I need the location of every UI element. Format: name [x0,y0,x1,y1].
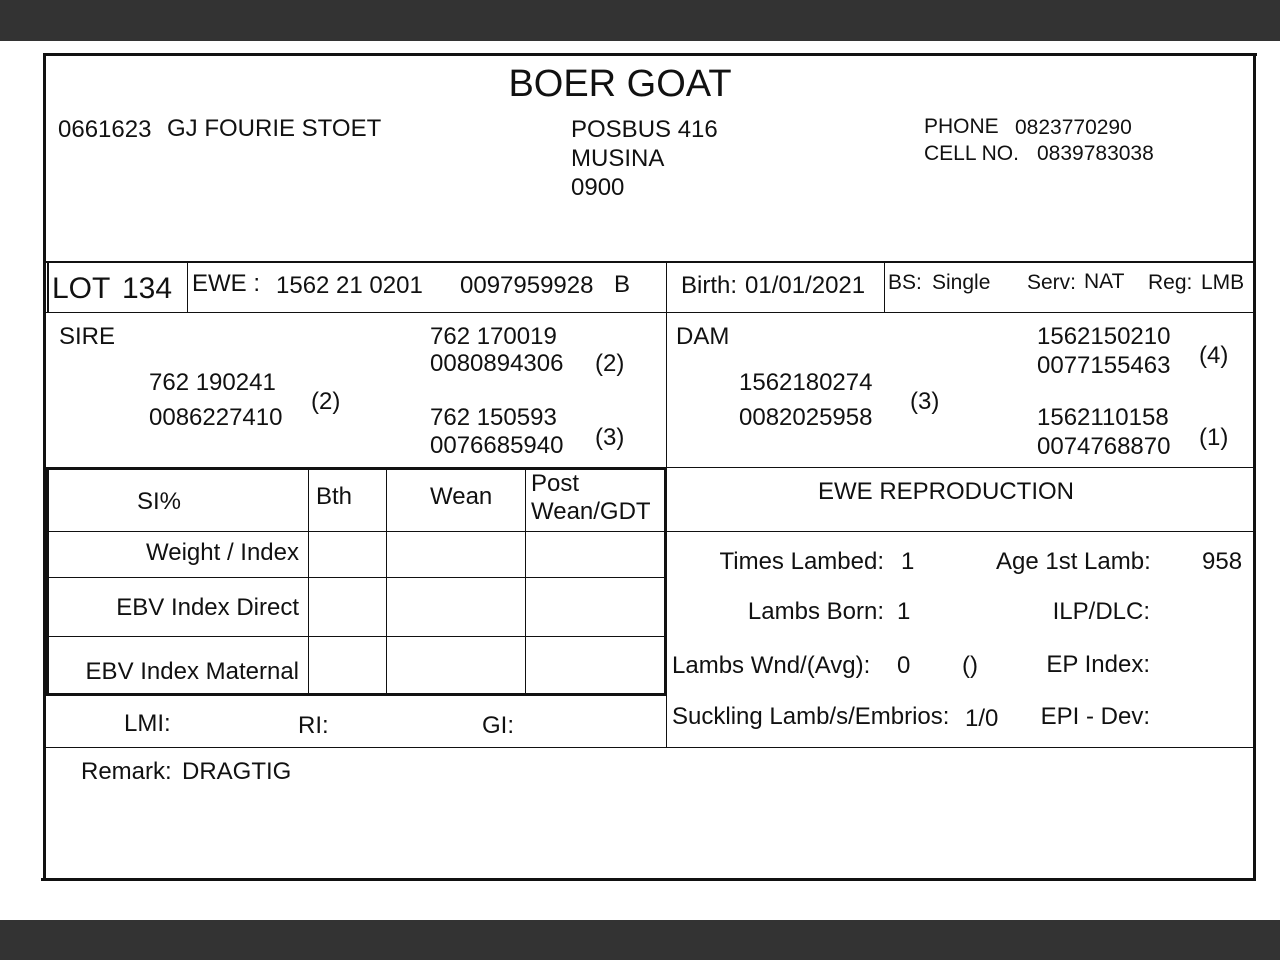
times-lambed-value: 1 [901,548,915,575]
sire-dam-id: 0076685940 [430,432,564,459]
sire-sire-id: 0080894306 [430,350,564,377]
bs-label: BS: [888,271,922,294]
birth-date: 01/01/2021 [745,272,866,299]
rule-lot [187,263,188,313]
rule-col-wean [386,470,387,694]
lambs-wnd-value: 0 [897,652,911,679]
sire-dam-reg: 762 150593 [430,404,557,431]
ep-index-label: EP Index: [1046,651,1150,678]
sire-dam-grade: (3) [595,424,625,451]
bottom-bar [0,920,1280,960]
lambs-wnd-label: Lambs Wnd/(Avg): [672,652,871,679]
dam-reg: 1562180274 [739,369,873,396]
sire-reg: 762 190241 [149,369,276,396]
col-wean: Wean [430,483,493,510]
rule-birth [884,263,885,313]
ewe-id: 0097959928 [460,272,594,299]
row-weight-index: Weight / Index [146,539,299,566]
ewe-reg: 1562 21 0201 [276,272,423,299]
dam-dam-grade: (1) [1199,424,1229,451]
serv-label: Serv: [1027,271,1077,294]
reg-label: Reg: [1148,271,1193,294]
sire-sire-grade: (2) [595,350,625,377]
suckling-label: Suckling Lamb/s/Embrios: [672,703,950,730]
lambs-born-value: 1 [897,598,911,625]
remark-label: Remark: [81,758,172,785]
col-bth: Bth [316,483,353,510]
frame-bottom [41,878,1253,881]
address-line3: 0900 [571,174,625,201]
bs-value: Single [932,271,991,294]
dam-label: DAM [676,323,730,350]
top-bar [0,0,1280,41]
sire-id: 0086227410 [149,404,283,431]
ewe-label: EWE : [192,270,261,297]
owner-name: GJ FOURIE STOET [167,115,382,142]
lot-label: LOT [52,272,111,305]
cell-label: CELL NO. [924,142,1019,165]
reg-value: LMB [1201,271,1245,294]
dam-dam-reg: 1562110158 [1037,404,1169,431]
reproduction-title: EWE REPRODUCTION [818,478,1075,505]
rule-table-row1 [46,577,666,578]
dam-dam-id: 0074768870 [1037,433,1171,460]
age-first-lamb-value: 958 [1202,548,1243,575]
lot-box-left [47,263,49,313]
sire-sire-reg: 762 170019 [430,323,557,350]
cell-number: 0839783038 [1037,142,1154,165]
lambs-born-label: Lambs Born: [747,598,884,625]
address-line1: POSBUS 416 [571,116,718,143]
frame-top [43,53,1257,56]
rule-table-bottom [46,693,666,696]
row-ebv-direct: EBV Index Direct [116,594,299,621]
ewe-grade: B [614,271,631,298]
row-ebv-maternal: EBV Index Maternal [85,658,299,685]
birth-label: Birth: [681,272,738,299]
rule-table-header [46,531,1253,532]
page-title: BOER GOAT [508,63,732,105]
phone-label: PHONE [924,115,999,138]
lmi-label: LMI: [124,710,171,737]
ilp-dlc-label: ILP/DLC: [1052,598,1150,625]
si-header: SI% [137,488,182,515]
sire-label: SIRE [59,323,116,350]
address-line2: MUSINA [571,145,665,172]
rule-table-row2 [46,636,666,637]
ri-label: RI: [298,712,329,739]
owner-code: 0661623 [58,116,152,143]
rule-indices [46,747,1253,748]
gi-label: GI: [482,712,515,739]
rule-col-bth [308,470,309,694]
dam-id: 0082025958 [739,404,873,431]
epi-dev-label: EPI - Dev: [1040,703,1150,730]
dam-sire-grade: (4) [1199,342,1229,369]
rule-pedigree-right [666,467,1253,468]
times-lambed-label: Times Lambed: [719,548,884,575]
dam-sire-id: 0077155463 [1037,352,1171,379]
rule-table-right [664,467,667,696]
suckling-value: 1/0 [965,705,999,732]
phone-number: 0823770290 [1015,116,1132,139]
serv-value: NAT [1084,270,1125,293]
col-post: Post [531,470,580,497]
age-first-lamb-label: Age 1st Lamb: [996,548,1151,575]
dam-grade: (3) [910,388,940,415]
remark-value: DRAGTIG [182,758,292,785]
lot-number: 134 [122,272,173,305]
frame-right [1253,53,1256,881]
sire-grade: (2) [311,388,341,415]
rule-col-post [525,470,526,694]
rule-id-row [46,312,1253,313]
lambs-wnd-avg: () [962,652,978,679]
col-wean-gdt: Wean/GDT [531,498,651,525]
rule-header [46,261,1253,263]
dam-sire-reg: 1562150210 [1037,323,1171,350]
